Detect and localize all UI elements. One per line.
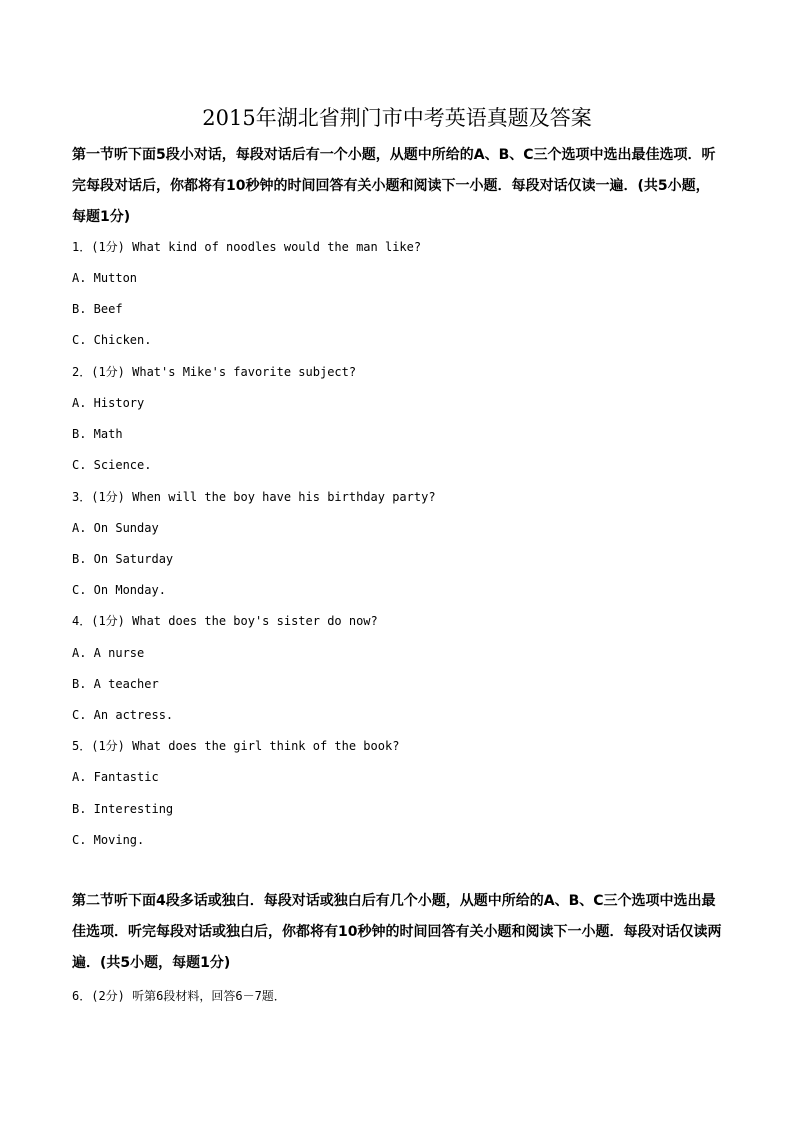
question-4-option-b: B. A teacher <box>72 677 159 691</box>
question-3-option-a: A. On Sunday <box>72 521 159 535</box>
question-4-option-a: A. A nurse <box>72 646 145 660</box>
question-6-stem: 6．(2分) 听第6段材料，回答6－7题． <box>72 989 286 1003</box>
question-4-stem: 4．(1分) What does the boy's sister do now? <box>72 614 378 628</box>
question-2-option-a: A. History <box>72 396 145 410</box>
question-2-option-c: C. Science. <box>72 458 152 472</box>
question-3-stem: 3．(1分) When will the boy have his birthday party? <box>72 490 436 504</box>
question-2-option-b: B. Math <box>72 427 123 441</box>
document-title: 2015年湖北省荆门市中考英语真题及答案 <box>202 106 592 130</box>
question-3-option-c: C. On Monday. <box>72 583 166 597</box>
question-4-option-c: C. An actress. <box>72 708 174 722</box>
question-5-option-c: C. Moving. <box>72 833 145 847</box>
question-1-stem: 1．(1分) What kind of noodles would the man like? <box>72 240 422 254</box>
question-1-option-b: B. Beef <box>72 302 123 316</box>
question-5-option-b: B. Interesting <box>72 802 174 816</box>
question-5-stem: 5．(1分) What does the girl think of the book? <box>72 739 400 753</box>
section-1-heading: 第一节听下面5段小对话，每段对话后有一个小题，从题中所给的A、B、C三个选项中选出最佳选项．听完每段对话后，你都将有10秒钟的时间回答有关小题和阅读下一小题．每段对话仅读一遍．(共5小题，每题1分) <box>72 147 716 225</box>
question-1-option-a: A. Mutton <box>72 271 138 285</box>
question-2-stem: 2．(1分) What's Mike's favorite subject? <box>72 365 357 379</box>
section-2-heading: 第二节听下面4段多话或独白．每段对话或独白后有几个小题，从题中所给的A、B、C三个选项中选出最佳选项．听完每段对话或独白后，你都将有10秒钟的时间回答有关小题和阅读下一小题．每段对话仅读两遍．(共5小题，每题1分) <box>72 893 722 971</box>
question-1-option-c: C. Chicken. <box>72 333 152 347</box>
question-5-option-a: A. Fantastic <box>72 770 159 784</box>
question-3-option-b: B. On Saturday <box>72 552 174 566</box>
